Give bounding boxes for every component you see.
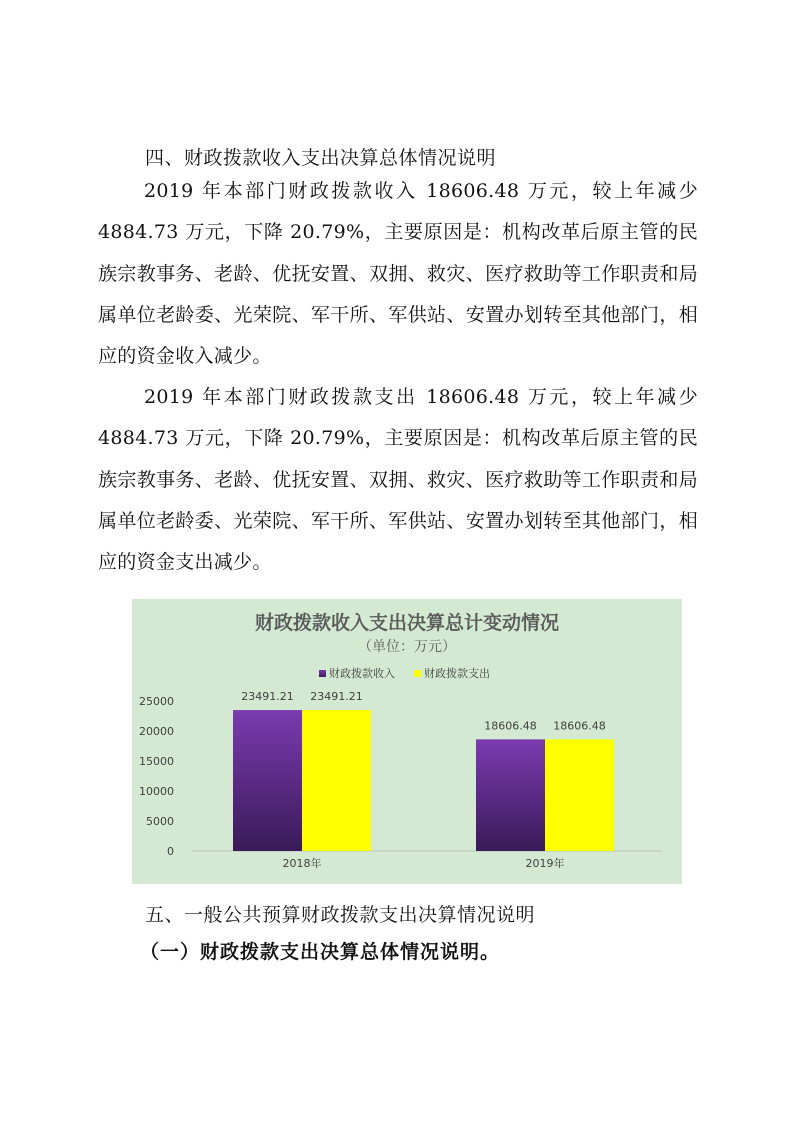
chart-title: 财政拨款收入支出决算总计变动情况 xyxy=(254,612,560,634)
x-tick-label: 2019年 xyxy=(525,857,565,870)
expenditure-paragraph: 2019 年本部门财政拨款支出 18606.48 万元，较上年减少 4884.73 万元，下降 20.79%，主要原因是：机构改革后原主管的民族宗教事务、老龄、优抚安置、双拥、救灾、医疗救助等工作职责和局属单位老龄委、光荣院、军干所、军供站、安置办划转至其他部门，相应的资金支出减少。 xyxy=(98,386,698,574)
bar-expenditure-2019年 xyxy=(545,739,614,851)
data-label: 18606.48 xyxy=(553,719,606,733)
data-label: 23491.21 xyxy=(310,690,363,704)
section-5-heading: 五、一般公共预算财政拨款支出决算情况说明 xyxy=(145,904,536,926)
x-axis xyxy=(283,856,565,870)
bar-income-2018年 xyxy=(233,710,302,851)
chart-legend xyxy=(319,666,490,680)
chart-subtitle: （单位：万元） xyxy=(358,639,456,655)
income-paragraph: 2019 年本部门财政拨款收入 18606.48 万元，较上年减少 4884.73 万元，下降 20.79%，主要原因是：机构改革后原主管的民族宗教事务、老龄、优抚安置、双拥、救灾、医疗救助等工作职责和局属单位老龄委、光荣院、军干所、军供站、安置办划转至其他部门，相应的资金收入减少。 xyxy=(98,180,698,368)
x-tick-label: 2018年 xyxy=(282,857,322,870)
y-tick-label: 0 xyxy=(167,845,174,858)
y-tick-label: 10000 xyxy=(139,785,174,798)
y-axis xyxy=(139,695,174,858)
legend-swatch-2 xyxy=(414,670,421,677)
section-4-heading: 四、财政拨款收入支出决算总体情况说明 xyxy=(145,147,497,169)
legend-swatch-1 xyxy=(319,670,326,677)
y-tick-label: 20000 xyxy=(139,725,174,738)
section-5-subheading: （一）财政拨款支出决算总体情况说明。 xyxy=(140,941,501,963)
y-tick-label: 25000 xyxy=(139,695,174,708)
bar-expenditure-2018年 xyxy=(302,710,371,851)
bar-chart xyxy=(132,599,682,884)
legend-label-2: 财政拨款支出 xyxy=(424,667,490,680)
y-tick-label: 5000 xyxy=(146,815,174,828)
data-label: 23491.21 xyxy=(241,690,294,704)
bar-income-2019年 xyxy=(476,739,545,851)
chart-container xyxy=(132,599,682,884)
legend-label-1: 财政拨款收入 xyxy=(329,667,395,680)
bars-group xyxy=(233,690,614,851)
y-tick-label: 15000 xyxy=(139,755,174,768)
data-label: 18606.48 xyxy=(484,719,537,733)
